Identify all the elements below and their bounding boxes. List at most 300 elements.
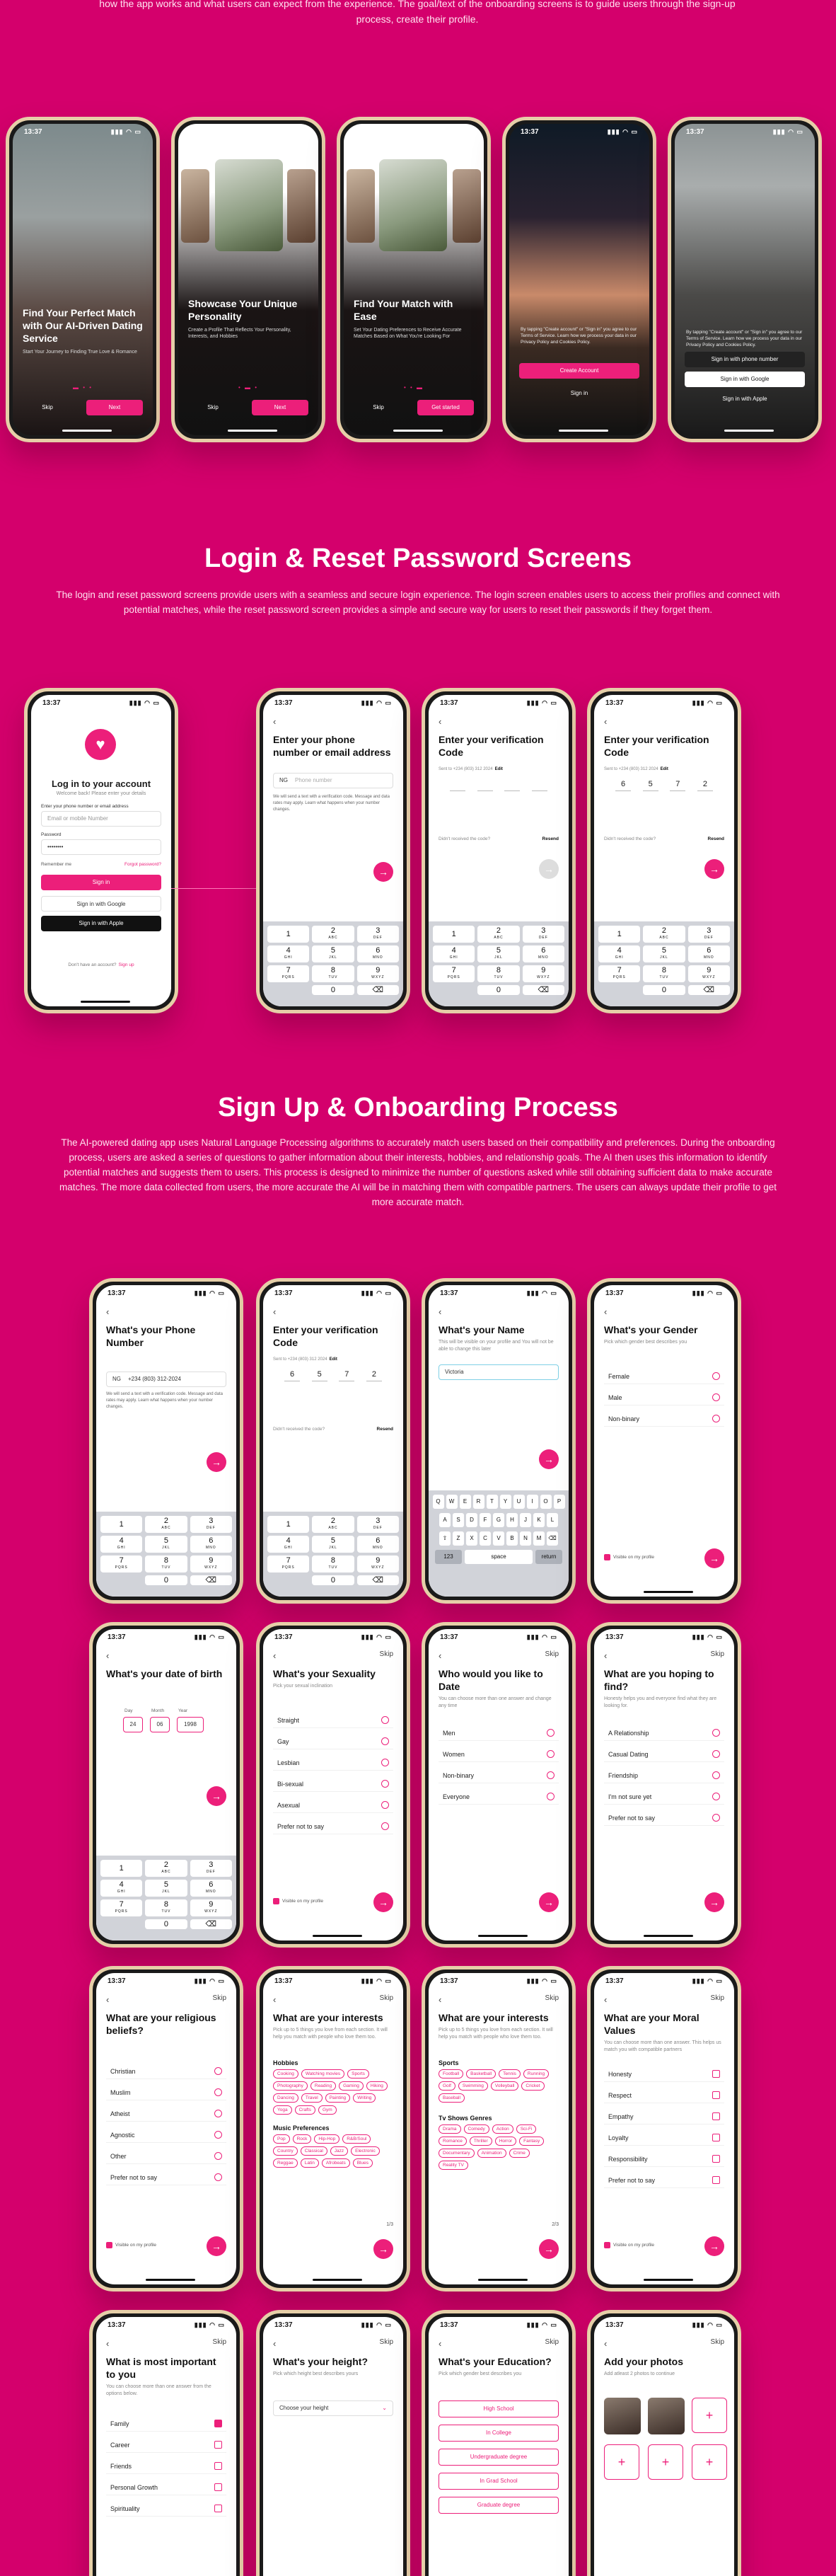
keypad-key[interactable] [357, 1575, 399, 1585]
skip-button[interactable]: Skip [207, 404, 219, 410]
radio-icon[interactable] [712, 1771, 720, 1779]
option-row[interactable] [106, 2480, 226, 2495]
name-input[interactable]: Victoria [439, 1364, 559, 1380]
option-row[interactable] [604, 1411, 724, 1427]
radio-icon[interactable] [712, 1393, 720, 1401]
sign-in-button[interactable]: Sign in [570, 390, 588, 396]
radio-icon[interactable] [214, 2173, 222, 2181]
education-option[interactable]: In College [439, 2425, 559, 2442]
interest-chip[interactable]: Travel [301, 2093, 323, 2103]
code-digit[interactable]: 5 [312, 1370, 327, 1381]
keyboard-key[interactable]: G [493, 1513, 504, 1527]
add-photo-icon[interactable]: + [648, 2444, 683, 2480]
code-digit[interactable] [532, 780, 547, 791]
checkbox-icon[interactable] [214, 2483, 222, 2491]
keypad-key[interactable] [433, 965, 475, 982]
option-row[interactable] [604, 2109, 724, 2124]
keypad-key[interactable] [145, 1919, 187, 1929]
option-row[interactable] [439, 1725, 559, 1741]
next-arrow-button[interactable]: → [539, 1892, 559, 1912]
radio-icon[interactable] [214, 2067, 222, 2075]
keypad-key[interactable] [267, 1556, 309, 1572]
phone-signin-button[interactable]: Sign in with phone number [685, 352, 805, 367]
keypad-key[interactable] [357, 945, 399, 962]
option-row[interactable] [439, 1747, 559, 1762]
skip-button[interactable]: Skip [379, 1650, 393, 1658]
code-digit[interactable]: 6 [284, 1370, 300, 1381]
back-arrow-icon[interactable]: ‹ [273, 1306, 277, 1317]
next-arrow-button[interactable]: → [373, 2239, 393, 2259]
keyboard-key[interactable]: I [527, 1495, 538, 1509]
interest-chip[interactable]: Electronic [351, 2146, 380, 2156]
keypad-key[interactable] [433, 926, 475, 943]
interest-chip[interactable]: Animation [477, 2149, 506, 2158]
checkbox-icon[interactable] [712, 2070, 720, 2078]
keypad-key[interactable] [477, 965, 519, 982]
next-arrow-button[interactable]: → [373, 1892, 393, 1912]
option-row[interactable] [106, 2127, 226, 2143]
checkbox-icon[interactable] [214, 2420, 222, 2427]
interest-chip[interactable]: Baseball [439, 2093, 465, 2103]
next-button[interactable]: Next [252, 400, 308, 415]
keypad-key[interactable] [312, 1556, 354, 1572]
next-arrow-button[interactable]: → [704, 859, 724, 879]
option-row[interactable] [106, 2064, 226, 2079]
google-signin-button[interactable]: Sign in with Google [685, 372, 805, 387]
interest-chip[interactable]: Pop [273, 2134, 290, 2144]
keypad-key[interactable] [190, 1556, 232, 1572]
option-row[interactable] [604, 1810, 724, 1826]
keypad-key[interactable] [357, 1536, 399, 1553]
interest-chip[interactable]: Afrobeats [322, 2158, 350, 2168]
radio-icon[interactable] [712, 1729, 720, 1737]
interest-chip[interactable]: Reality TV [439, 2161, 468, 2170]
option-row[interactable] [273, 1776, 393, 1792]
option-row[interactable] [604, 2066, 724, 2082]
option-row[interactable] [106, 2416, 226, 2432]
option-row[interactable] [273, 1734, 393, 1749]
back-arrow-icon[interactable]: ‹ [604, 716, 608, 727]
interest-chip[interactable]: Volleyball [491, 2081, 518, 2091]
interest-chip[interactable]: Classical [301, 2146, 327, 2156]
keyboard-key[interactable]: ⇧ [439, 1531, 451, 1546]
option-row[interactable] [604, 2130, 724, 2146]
keypad-key[interactable] [477, 926, 519, 943]
keypad-key[interactable] [100, 1880, 142, 1897]
keypad-key[interactable] [267, 945, 309, 962]
option-row[interactable] [604, 2088, 724, 2103]
interest-chip[interactable]: R&B/Soul [342, 2134, 371, 2144]
interest-chip[interactable]: Hiking [366, 2081, 388, 2091]
keypad-key[interactable] [312, 926, 354, 943]
skip-button[interactable]: Skip [379, 2338, 393, 2346]
next-arrow-button[interactable]: → [207, 1786, 226, 1806]
radio-icon[interactable] [214, 2152, 222, 2160]
keyboard-key[interactable]: O [540, 1495, 552, 1509]
keypad-key[interactable] [643, 926, 685, 943]
next-arrow-button[interactable]: → [539, 1449, 559, 1469]
apple-signin-button[interactable]: Sign in with Apple [722, 396, 767, 402]
keypad-key[interactable] [190, 1575, 232, 1585]
interest-chip[interactable]: Football [439, 2069, 463, 2078]
radio-icon[interactable] [712, 1814, 720, 1822]
keypad-key[interactable] [357, 965, 399, 982]
interest-chip[interactable]: Tennis [499, 2069, 521, 2078]
radio-icon[interactable] [381, 1801, 389, 1809]
code-digit[interactable]: 6 [615, 780, 631, 791]
keypad-key[interactable] [190, 1536, 232, 1553]
keypad-key[interactable] [357, 1516, 399, 1533]
option-row[interactable] [604, 1725, 724, 1741]
option-row[interactable] [604, 1768, 724, 1783]
keypad-key[interactable] [145, 1899, 187, 1916]
qwerty-keyboard[interactable] [429, 1490, 569, 1597]
interest-chip[interactable]: Dancing [273, 2093, 298, 2103]
country-code[interactable]: NG [279, 777, 288, 783]
keyboard-key[interactable]: F [480, 1513, 491, 1527]
height-select[interactable] [273, 2400, 393, 2416]
option-row[interactable] [106, 2170, 226, 2185]
create-account-button[interactable]: Create Account [519, 363, 639, 379]
keypad-key[interactable] [312, 1516, 354, 1533]
keypad-key[interactable] [100, 1556, 142, 1572]
keypad-key[interactable] [100, 1899, 142, 1916]
back-arrow-icon[interactable]: ‹ [106, 1306, 110, 1317]
skip-button[interactable]: Skip [373, 404, 384, 410]
option-row[interactable] [604, 2151, 724, 2167]
next-arrow-button[interactable]: → [373, 862, 393, 882]
skip-button[interactable]: Skip [212, 1994, 226, 2002]
interest-chip[interactable]: Rock [293, 2134, 312, 2144]
keyboard-key[interactable]: X [466, 1531, 477, 1546]
education-option[interactable]: Undergraduate degree [439, 2449, 559, 2466]
keypad-key[interactable] [477, 945, 519, 962]
keyboard-key[interactable]: Z [453, 1531, 464, 1546]
code-digit[interactable]: 2 [366, 1370, 382, 1381]
back-arrow-icon[interactable]: ‹ [106, 2338, 110, 2349]
checkbox-icon[interactable] [712, 2176, 720, 2184]
radio-icon[interactable] [547, 1771, 555, 1779]
keypad-key[interactable] [312, 1575, 354, 1585]
next-button[interactable]: Get started [417, 400, 474, 415]
keypad-key[interactable] [598, 945, 640, 962]
keypad-key[interactable] [190, 1516, 232, 1533]
radio-icon[interactable] [381, 1759, 389, 1766]
radio-icon[interactable] [214, 2131, 222, 2139]
interest-chip[interactable]: Action [492, 2124, 513, 2134]
checkbox-icon[interactable] [712, 2112, 720, 2120]
keypad-key[interactable] [145, 1880, 187, 1897]
keypad-key[interactable] [267, 1536, 309, 1553]
visible-on-profile[interactable] [106, 2242, 156, 2248]
keyboard-key[interactable]: space [465, 1550, 533, 1564]
keypad-key[interactable] [312, 965, 354, 982]
radio-icon[interactable] [381, 1716, 389, 1724]
radio-icon[interactable] [214, 2110, 222, 2117]
next-arrow-button[interactable]: → [539, 859, 559, 879]
code-inputs[interactable] [450, 780, 547, 791]
option-row[interactable] [106, 2085, 226, 2100]
apple-signin-button[interactable]: Sign in with Apple [41, 916, 161, 931]
interest-chip[interactable]: Drama [439, 2124, 461, 2134]
keypad-key[interactable] [312, 985, 354, 995]
option-row[interactable] [106, 2459, 226, 2474]
radio-icon[interactable] [547, 1750, 555, 1758]
interest-chip[interactable]: Documentary [439, 2149, 475, 2158]
radio-icon[interactable] [381, 1822, 389, 1830]
google-signin-button[interactable]: Sign in with Google [41, 896, 161, 912]
keypad-key[interactable] [145, 1575, 187, 1585]
radio-icon[interactable] [712, 1750, 720, 1758]
resend-link[interactable]: Resend [376, 1427, 393, 1432]
code-digit[interactable]: 2 [697, 780, 713, 791]
interest-chip[interactable]: Reggae [273, 2158, 298, 2168]
keypad-key[interactable] [643, 965, 685, 982]
keypad-key[interactable] [688, 965, 730, 982]
option-row[interactable] [273, 1713, 393, 1728]
interest-chip[interactable]: Gym [318, 2105, 337, 2115]
keypad-key[interactable] [688, 985, 730, 995]
option-row[interactable] [439, 1768, 559, 1783]
uploaded-photo[interactable] [648, 2398, 685, 2434]
keyboard-key[interactable]: E [460, 1495, 471, 1509]
keypad-key[interactable] [643, 985, 685, 995]
checkbox-icon[interactable] [712, 2155, 720, 2163]
keyboard-key[interactable]: W [446, 1495, 458, 1509]
keypad-key[interactable] [145, 1860, 187, 1877]
keypad-key[interactable] [190, 1860, 232, 1877]
keypad-key[interactable] [267, 1516, 309, 1533]
keyboard-key[interactable]: Y [500, 1495, 511, 1509]
option-row[interactable] [106, 2149, 226, 2164]
interest-chip[interactable]: Running [523, 2069, 549, 2078]
checkbox-icon[interactable] [214, 2462, 222, 2470]
keypad-key[interactable] [145, 1556, 187, 1572]
dob-input[interactable]: 24 [123, 1717, 143, 1732]
keypad-key[interactable] [643, 945, 685, 962]
interest-chip[interactable]: Reading [310, 2081, 336, 2091]
radio-icon[interactable] [547, 1793, 555, 1800]
keypad-key[interactable] [688, 926, 730, 943]
option-row[interactable] [273, 1819, 393, 1834]
interest-chip[interactable]: Basketball [466, 2069, 496, 2078]
back-arrow-icon[interactable]: ‹ [604, 1306, 608, 1317]
interest-chip[interactable]: Painting [325, 2093, 351, 2103]
option-row[interactable] [106, 2501, 226, 2517]
dob-input[interactable]: 06 [150, 1717, 170, 1732]
keypad-key[interactable] [523, 985, 564, 995]
radio-icon[interactable] [712, 1415, 720, 1422]
add-photo-icon[interactable]: + [692, 2444, 727, 2480]
keypad-key[interactable] [357, 926, 399, 943]
code-digit[interactable]: 5 [643, 780, 658, 791]
keyboard-key[interactable]: B [506, 1531, 518, 1546]
forgot-password-link[interactable]: Forgot password? [124, 862, 161, 867]
radio-icon[interactable] [214, 2088, 222, 2096]
keypad-key[interactable] [523, 926, 564, 943]
add-photo-icon[interactable]: + [692, 2398, 727, 2433]
keypad-key[interactable] [312, 1536, 354, 1553]
keyboard-key[interactable]: ⌫ [547, 1531, 558, 1546]
radio-icon[interactable] [712, 1793, 720, 1800]
interest-chip[interactable]: Romance [439, 2137, 467, 2146]
keypad-key[interactable] [100, 1516, 142, 1533]
keypad-key[interactable] [190, 1880, 232, 1897]
signup-link[interactable]: Sign up [118, 962, 134, 967]
next-arrow-button[interactable]: → [207, 1452, 226, 1472]
skip-button[interactable]: Skip [545, 1994, 559, 2002]
keypad-key[interactable] [688, 945, 730, 962]
checkbox-icon[interactable] [214, 2441, 222, 2449]
keypad-key[interactable] [267, 926, 309, 943]
keypad-key[interactable] [100, 1536, 142, 1553]
code-digit[interactable] [450, 780, 465, 791]
interest-chip[interactable]: Jazz [330, 2146, 348, 2156]
keypad-key[interactable] [357, 1556, 399, 1572]
keyboard-key[interactable]: U [513, 1495, 525, 1509]
skip-button[interactable]: Skip [710, 2338, 724, 2346]
back-arrow-icon[interactable]: ‹ [439, 716, 442, 727]
password-input[interactable]: •••••••• [41, 839, 161, 855]
option-row[interactable] [273, 1755, 393, 1771]
phone-input[interactable] [106, 1372, 226, 1387]
email-phone-input[interactable]: Email or mobile Number [41, 811, 161, 827]
option-row[interactable] [604, 2173, 724, 2188]
remember-me-checkbox[interactable]: Remember me [41, 862, 71, 867]
back-arrow-icon[interactable]: ‹ [439, 1650, 442, 1661]
education-option[interactable]: Graduate degree [439, 2497, 559, 2514]
keypad-key[interactable] [145, 1536, 187, 1553]
keyboard-key[interactable]: R [473, 1495, 484, 1509]
keyboard-key[interactable]: C [480, 1531, 491, 1546]
back-arrow-icon[interactable]: ‹ [106, 1650, 110, 1661]
skip-button[interactable]: Skip [42, 404, 53, 410]
interest-chip[interactable]: Cricket [521, 2081, 544, 2091]
code-digit[interactable] [504, 780, 520, 791]
keyboard-key[interactable]: K [533, 1513, 545, 1527]
interest-chip[interactable]: Thriller [470, 2137, 492, 2146]
keyboard-key[interactable]: Q [433, 1495, 444, 1509]
interest-chip[interactable]: Country [273, 2146, 298, 2156]
back-arrow-icon[interactable]: ‹ [273, 1650, 277, 1661]
option-row[interactable] [439, 1789, 559, 1805]
keypad-key[interactable] [267, 965, 309, 982]
interest-chip[interactable]: Latin [301, 2158, 319, 2168]
checkbox-icon[interactable] [604, 2242, 610, 2248]
interest-chip[interactable]: Comedy [464, 2124, 489, 2134]
resend-link[interactable]: Resend [542, 836, 559, 841]
visible-on-profile[interactable] [604, 2242, 654, 2248]
interest-chip[interactable]: Fantasy [519, 2137, 544, 2146]
option-row[interactable] [106, 2437, 226, 2453]
interest-chip[interactable]: Photography [273, 2081, 308, 2091]
back-arrow-icon[interactable]: ‹ [273, 716, 277, 727]
option-row[interactable] [604, 1789, 724, 1805]
next-button[interactable]: Next [86, 400, 143, 415]
keyboard-key[interactable]: V [493, 1531, 504, 1546]
keyboard-key[interactable]: 123 [435, 1550, 462, 1564]
keyboard-key[interactable]: S [453, 1513, 464, 1527]
keyboard-key[interactable]: A [439, 1513, 451, 1527]
skip-button[interactable]: Skip [379, 1994, 393, 2002]
keyboard-key[interactable]: return [535, 1550, 562, 1564]
sign-in-button[interactable]: Sign in [41, 875, 161, 890]
skip-button[interactable]: Skip [710, 1650, 724, 1658]
checkbox-icon[interactable] [106, 2242, 112, 2248]
radio-icon[interactable] [381, 1737, 389, 1745]
code-inputs[interactable] [615, 780, 713, 791]
interest-chip[interactable]: Sci-Fi [516, 2124, 537, 2134]
keypad-key[interactable] [357, 985, 399, 995]
keypad-key[interactable] [598, 926, 640, 943]
skip-button[interactable]: Skip [710, 1994, 724, 2002]
option-row[interactable] [604, 1390, 724, 1405]
checkbox-icon[interactable] [604, 1554, 610, 1560]
back-arrow-icon[interactable]: ‹ [273, 2338, 277, 2349]
keypad-key[interactable] [523, 965, 564, 982]
back-arrow-icon[interactable]: ‹ [604, 1650, 608, 1661]
option-row[interactable] [604, 1747, 724, 1762]
option-row[interactable] [273, 1798, 393, 1813]
keyboard-key[interactable]: J [520, 1513, 531, 1527]
back-arrow-icon[interactable]: ‹ [604, 2338, 608, 2349]
checkbox-icon[interactable] [214, 2505, 222, 2512]
option-row[interactable] [106, 2106, 226, 2122]
checkbox-icon[interactable] [712, 2091, 720, 2099]
keypad-key[interactable] [190, 1919, 232, 1929]
checkbox-icon[interactable] [712, 2134, 720, 2141]
interest-chip[interactable]: Golf [439, 2081, 455, 2091]
interest-chip[interactable]: Hip-Hop [314, 2134, 339, 2144]
option-row[interactable] [604, 1369, 724, 1384]
phone-input[interactable] [273, 773, 393, 788]
back-arrow-icon[interactable]: ‹ [273, 1994, 277, 2005]
back-arrow-icon[interactable]: ‹ [106, 1994, 110, 2005]
radio-icon[interactable] [381, 1780, 389, 1788]
interest-chip[interactable]: Crafts [295, 2105, 315, 2115]
keypad-key[interactable] [598, 965, 640, 982]
visible-on-profile[interactable] [604, 1554, 654, 1560]
radio-icon[interactable] [712, 1372, 720, 1380]
interest-chip[interactable]: Yoga [273, 2105, 292, 2115]
keyboard-key[interactable]: T [487, 1495, 498, 1509]
edit-link[interactable]: Edit [660, 767, 668, 771]
next-arrow-button[interactable]: → [704, 1548, 724, 1568]
keypad-key[interactable] [312, 945, 354, 962]
keypad-key[interactable] [477, 985, 519, 995]
keyboard-key[interactable]: N [520, 1531, 531, 1546]
keyboard-key[interactable]: H [506, 1513, 518, 1527]
visible-on-profile[interactable] [273, 1898, 323, 1904]
interest-chip[interactable]: Cooking [273, 2069, 298, 2078]
next-arrow-button[interactable]: → [704, 1892, 724, 1912]
country-code[interactable]: NG [112, 1376, 121, 1382]
checkbox-icon[interactable] [273, 1898, 279, 1904]
keyboard-key[interactable]: L [547, 1513, 558, 1527]
education-option[interactable]: In Grad School [439, 2473, 559, 2490]
code-digit[interactable]: 7 [339, 1370, 354, 1381]
back-arrow-icon[interactable]: ‹ [439, 1306, 442, 1317]
keypad-key[interactable] [100, 1860, 142, 1877]
next-arrow-button[interactable]: → [704, 2236, 724, 2256]
next-arrow-button[interactable]: → [539, 2239, 559, 2259]
interest-chip[interactable]: Crime [509, 2149, 530, 2158]
keyboard-key[interactable]: D [466, 1513, 477, 1527]
uploaded-photo[interactable] [604, 2398, 641, 2434]
resend-link[interactable]: Resend [707, 836, 724, 841]
keyboard-key[interactable]: P [554, 1495, 565, 1509]
keyboard-key[interactable]: M [533, 1531, 545, 1546]
